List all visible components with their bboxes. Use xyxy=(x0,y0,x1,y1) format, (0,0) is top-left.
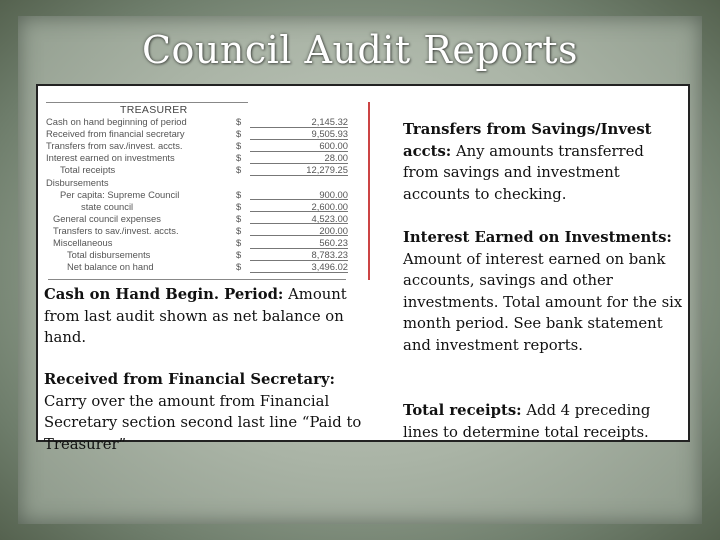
form-row-label: General council expenses xyxy=(53,212,161,224)
form-row-dollar: $ xyxy=(236,224,242,236)
form-row-amount: 9,505.93 xyxy=(250,128,348,140)
form-row-dollar: $ xyxy=(236,152,242,164)
received-from-fs-text: Carry over the amount from Financial Secretary section second last line “Paid to Treasurer” xyxy=(44,392,362,453)
form-row-amount: 4,523.00 xyxy=(250,213,348,225)
form-row xyxy=(46,189,366,201)
form-row-amount: 900.00 xyxy=(250,189,348,201)
form-row-dollar: $ xyxy=(236,164,242,176)
interest-heading: Interest Earned on Investments: xyxy=(403,229,672,246)
form-red-divider xyxy=(368,102,370,280)
total-receipts-text: Add 4 preceding lines to determine total receipts. xyxy=(403,402,651,440)
form-row-label: Transfers to sav./invest. accts. xyxy=(53,224,179,236)
form-row-dollar: $ xyxy=(236,212,242,224)
form-row xyxy=(46,249,366,261)
form-row-amount: 600.00 xyxy=(250,140,348,152)
form-row-dollar: $ xyxy=(236,188,242,200)
form-bottom-rule xyxy=(48,279,346,280)
form-row-dollar: $ xyxy=(236,249,242,261)
form-row-label: Net balance on hand xyxy=(67,261,154,273)
form-row-amount: 2,600.00 xyxy=(250,201,348,213)
cash-on-hand-heading: Cash on Hand Begin. Period: xyxy=(44,286,284,303)
form-row-dollar: $ xyxy=(236,200,242,212)
form-row xyxy=(46,140,366,152)
cash-on-hand-text: Amount from last audit shown as net balance on hand. xyxy=(44,286,347,346)
form-row xyxy=(46,116,366,128)
form-row-amount: 28.00 xyxy=(250,152,348,164)
form-row-amount: 200.00 xyxy=(250,225,348,237)
form-row xyxy=(46,152,366,164)
interest-note xyxy=(403,227,687,356)
slide-title: Council Audit Reports xyxy=(141,28,579,72)
form-row-label: Received from financial secretary xyxy=(46,128,185,140)
form-row xyxy=(46,213,366,225)
form-row xyxy=(46,128,366,140)
form-row-label: Disbursements xyxy=(46,176,109,188)
total-receipts-heading: Total receipts: xyxy=(403,402,522,419)
form-row-label: Total disbursements xyxy=(67,249,151,261)
form-row-label: Transfers from sav./invest. accts. xyxy=(46,140,183,152)
form-row xyxy=(46,201,366,213)
form-top-rule xyxy=(46,102,248,103)
transfers-text: Any amounts transferred from savings and investment accounts to checking. xyxy=(403,142,644,203)
form-row-label: Miscellaneous xyxy=(53,237,113,248)
form-row-label: Cash on hand beginning of period xyxy=(46,116,187,127)
form-heading: TREASURER xyxy=(120,104,188,116)
form-row-label: Interest earned on investments xyxy=(46,152,175,164)
form-row xyxy=(46,237,366,249)
form-row-label: Total receipts xyxy=(60,164,116,176)
received-from-fs-heading: Received from Financial Secretary: xyxy=(44,371,335,388)
form-row-amount: 560.23 xyxy=(250,237,348,249)
form-row-amount: 12,279.25 xyxy=(250,164,348,176)
form-row-amount: 8,783.23 xyxy=(250,249,348,261)
form-row-dollar: $ xyxy=(236,261,242,273)
form-row-amount: 2,145.32 xyxy=(250,116,348,128)
total-receipts-note xyxy=(403,400,687,440)
transfers-heading: Transfers from Savings/Invest accts: xyxy=(403,121,652,160)
transfers-note xyxy=(403,119,665,205)
form-row-label: Per capita: Supreme Council xyxy=(60,188,180,200)
received-from-fs-note xyxy=(44,369,374,455)
form-row-dollar: $ xyxy=(236,128,242,140)
form-row-label: state council xyxy=(81,200,134,212)
cash-on-hand-note xyxy=(44,284,364,349)
interest-text: Amount of interest earned on bank accounts, savings and other investments. Total amount for the six month period. See bank statement and investment reports. xyxy=(403,250,683,354)
form-row-dollar: $ xyxy=(236,237,242,248)
form-row-dollar: $ xyxy=(236,116,242,127)
form-row xyxy=(46,225,366,237)
form-row-amount: 3,496.02 xyxy=(250,261,348,273)
treasurer-form-image xyxy=(46,100,376,282)
form-row xyxy=(46,261,366,273)
form-row xyxy=(46,177,366,189)
form-row xyxy=(46,164,366,176)
form-row-dollar: $ xyxy=(236,140,242,152)
